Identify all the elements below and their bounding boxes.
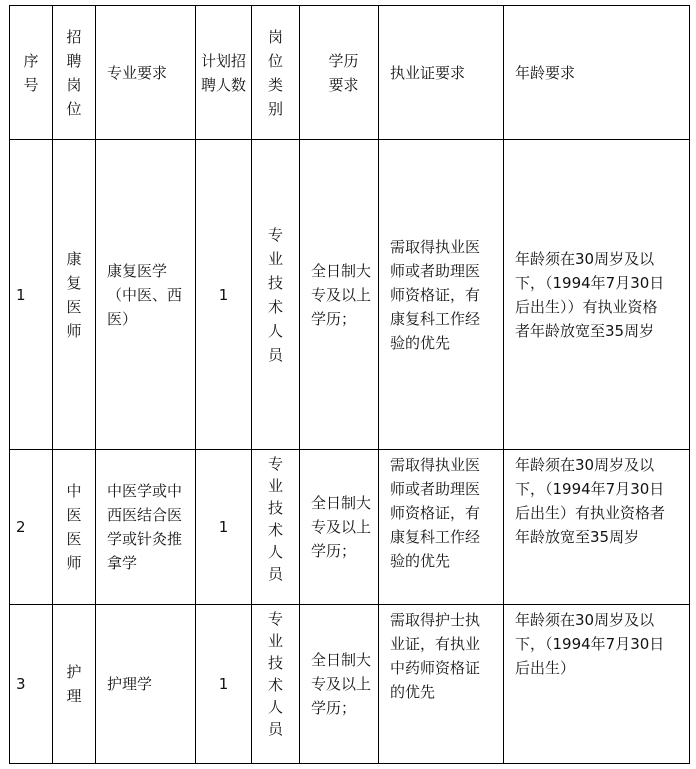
header-post: 招聘岗位 bbox=[53, 6, 96, 140]
cell-category: 专业技术人员 bbox=[252, 140, 300, 450]
header-education: 学历要求 bbox=[300, 6, 379, 140]
cell-seq: 3 bbox=[10, 605, 53, 764]
cell-age: 年龄须在30周岁及以下，（1994年7月30日后出生）有执业资格者年龄放宽至35周岁 bbox=[504, 450, 690, 605]
header-age: 年龄要求 bbox=[504, 6, 690, 140]
cell-age: 年龄须在30周岁及以下，（1994年7月30日后出生） bbox=[504, 605, 690, 764]
cell-post: 护理 bbox=[53, 605, 96, 764]
cell-education: 全日制大专及以上学历； bbox=[300, 605, 379, 764]
cell-major: 护理学 bbox=[96, 605, 196, 764]
cell-count: 1 bbox=[196, 450, 252, 605]
cell-license: 需取得执业医师或者助理医师资格证，有康复科工作经验的优先 bbox=[379, 140, 504, 450]
recruitment-table bbox=[9, 5, 690, 764]
table-row bbox=[10, 140, 690, 450]
cell-seq: 2 bbox=[10, 450, 53, 605]
cell-seq: 1 bbox=[10, 140, 53, 450]
cell-education: 全日制大专及以上学历； bbox=[300, 450, 379, 605]
cell-license: 需取得护士执业证，有执业中药师资格证的优先 bbox=[379, 605, 504, 764]
cell-age: 年龄须在30周岁及以下，（1994年7月30日后出生））有执业资格者年龄放宽至35周岁 bbox=[504, 140, 690, 450]
cell-category: 专业技术人员 bbox=[252, 605, 300, 764]
header-seq: 序号 bbox=[10, 6, 53, 140]
header-row bbox=[10, 6, 690, 140]
cell-major: 康复医学（中医、西医） bbox=[96, 140, 196, 450]
header-major: 专业要求 bbox=[96, 6, 196, 140]
cell-post: 康复医师 bbox=[53, 140, 96, 450]
header-count: 计划招聘人数 bbox=[196, 6, 252, 140]
cell-education: 全日制大专及以上学历； bbox=[300, 140, 379, 450]
table-row bbox=[10, 450, 690, 605]
cell-license: 需取得执业医师或者助理医师资格证，有康复科工作经验的优先 bbox=[379, 450, 504, 605]
table-row bbox=[10, 605, 690, 764]
cell-post: 中医医师 bbox=[53, 450, 96, 605]
cell-count: 1 bbox=[196, 605, 252, 764]
cell-major: 中医学或中西医结合医学或针灸推拿学 bbox=[96, 450, 196, 605]
cell-count: 1 bbox=[196, 140, 252, 450]
header-license: 执业证要求 bbox=[379, 6, 504, 140]
header-category: 岗位类别 bbox=[252, 6, 300, 140]
cell-category: 专业技术人员 bbox=[252, 450, 300, 605]
